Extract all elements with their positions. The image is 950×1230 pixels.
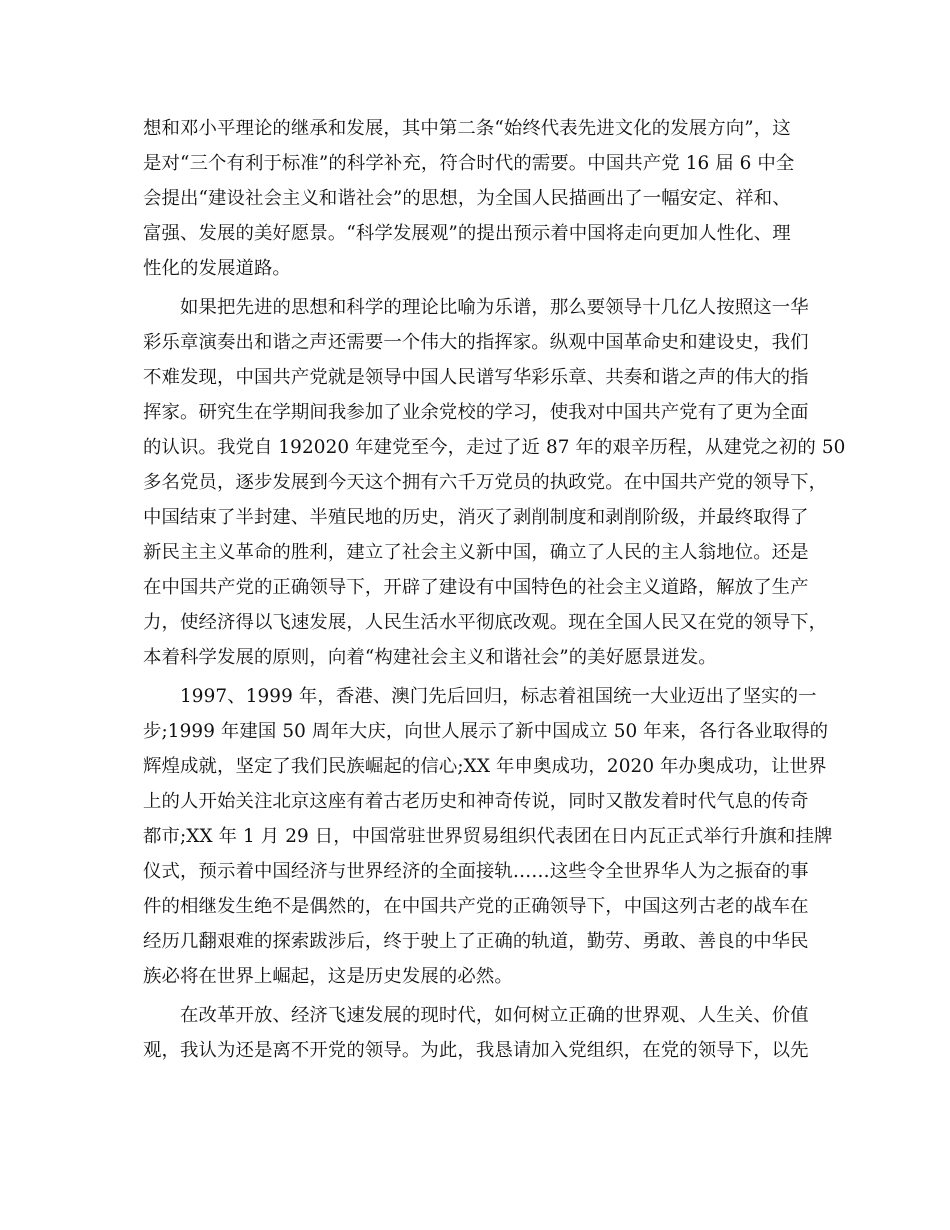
text-line: 步;1999 年建国 50 周年大庆，向世人展示了新中国成立 50 年来，各行各业取得的 [143, 721, 829, 742]
text-line: 富强、发展的美好愿景。“科学发展观”的提出预示着中国将走向更加人性化、理 [143, 223, 791, 244]
text-line: 性化的发展道路。 [143, 258, 291, 279]
text-line: 彩乐章演奏出和谐之声还需要一个伟大的指挥家。纵观中国革命史和建设史，我们 [143, 332, 809, 353]
text-line: 如果把先进的思想和科学的理论比喻为乐谱，那么要领导十几亿人按照这一华 [180, 297, 809, 318]
paragraph [143, 290, 846, 675]
text-line: 仪式，预示着中国经济与世界经济的全面接轨……这些令全世界华人为之振奋的事 [143, 861, 809, 882]
text-line: 在中国共产党的正确领导下，开辟了建设有中国特色的社会主义道路，解放了生产 [143, 577, 809, 598]
document-body [143, 111, 846, 1072]
text-line: 件的相继发生绝不是偶然的，在中国共产党的正确领导下，中国这列古老的战车在 [143, 896, 809, 917]
text-line: 在改革开放、经济飞速发展的现时代，如何树立正确的世界观、人生关、价值 [180, 1005, 809, 1026]
text-line: 挥家。研究生在学期间我参加了业余党校的学习，使我对中国共产党有了更为全面 [143, 402, 809, 423]
text-line: 会提出“建设社会主义和谐社会”的思想，为全国人民描画出了一幅安定、祥和、 [143, 188, 791, 209]
text-line: 1997、1999 年，香港、澳门先后回归，标志着祖国统一大业迈出了坚实的一 [180, 686, 817, 707]
text-line: 上的人开始关注北京这座有着古老历史和神奇传说，同时又散发着时代气息的传奇 [143, 791, 809, 812]
text-line: 观，我认为还是离不开党的领导。为此，我恳请加入党组织，在党的领导下，以先 [143, 1040, 809, 1061]
text-line: 想和邓小平理论的继承和发展，其中第二条“始终代表先进文化的发展方向”，这 [143, 118, 791, 139]
paragraph [143, 111, 808, 286]
text-line: 本着科学发展的原则，向着“构建社会主义和谐社会”的美好愿景迸发。 [143, 647, 717, 668]
text-line: 的认识。我党自 192020 年建党至今，走过了近 87 年的艰辛历程，从建党之初的 50 [143, 437, 846, 458]
text-line: 不难发现，中国共产党就是领导中国人民谱写华彩乐章、共奏和谐之声的伟大的指 [143, 367, 809, 388]
text-line: 新民主主义革命的胜利，建立了社会主义新中国，确立了人民的主人翁地位。还是 [143, 542, 809, 563]
text-line: 经历几翻艰难的探索跋涉后，终于驶上了正确的轨道，勤劳、勇敢、善良的中华民 [143, 931, 809, 952]
paragraph [143, 998, 808, 1068]
text-line: 是对“三个有利于标准”的科学补充，符合时代的需要。中国共产党 16 届 6 中全 [143, 153, 795, 174]
paragraph [143, 679, 833, 994]
text-line: 辉煌成就，坚定了我们民族崛起的信心;XX 年申奥成功，2020 年办奥成功，让世界 [143, 756, 827, 777]
text-line: 力，使经济得以飞速发展，人民生活水平彻底改观。现在全国人民又在党的领导下， [143, 612, 828, 633]
text-line: 中国结束了半封建、半殖民地的历史，消灭了剥削制度和剥削阶级，并最终取得了 [143, 507, 809, 528]
text-line: 都市;XX 年 1 月 29 日，中国常驻世界贸易组织代表团在日内瓦正式举行升旗和挂牌 [143, 826, 833, 847]
text-line: 族必将在世界上崛起，这是历史发展的必然。 [143, 966, 513, 987]
text-line: 多名党员，逐步发展到今天这个拥有六千万党员的执政党。在中国共产党的领导下， [143, 472, 828, 493]
